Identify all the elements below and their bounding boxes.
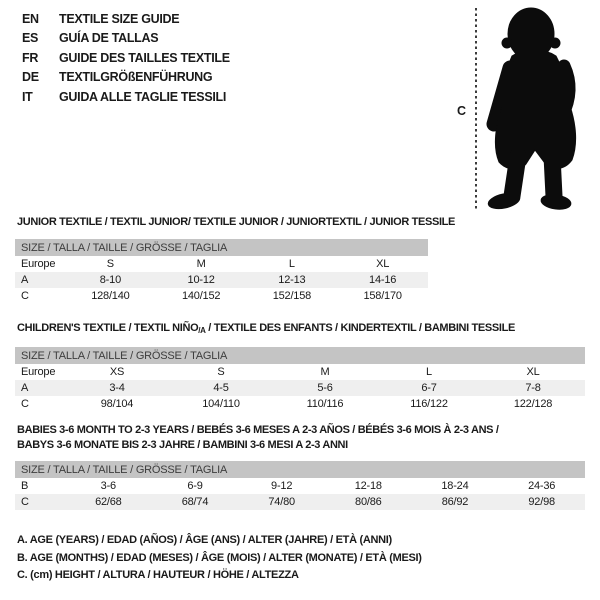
guide-title: GUÍA DE TALLAS bbox=[59, 31, 159, 46]
guide-title: TEXTILE SIZE GUIDE bbox=[59, 11, 180, 26]
size-value-cell: 92/98 bbox=[498, 494, 585, 510]
row-label-cell: A bbox=[15, 380, 65, 396]
column-header-cell: XS bbox=[109, 366, 125, 378]
size-value-cell: 3-4 bbox=[65, 380, 169, 396]
column-header-cell: S bbox=[106, 258, 114, 270]
column-header-cell: Europe bbox=[21, 366, 56, 378]
language-row bbox=[22, 87, 230, 107]
note-height-cm: C. (cm) HEIGHT / ALTURA / HAUTEUR / HÖHE / ALTEZZA bbox=[17, 569, 299, 581]
table-row bbox=[15, 288, 428, 304]
size-value-cell: 128/140 bbox=[91, 290, 130, 302]
size-value-cell: 24-36 bbox=[528, 480, 556, 492]
table-row bbox=[15, 396, 585, 412]
language-code: EN bbox=[22, 11, 39, 26]
table-row bbox=[15, 380, 585, 396]
size-value-cell: 110/116 bbox=[306, 398, 344, 410]
size-value-cell: 98/104 bbox=[100, 398, 134, 410]
column-header-cell: L bbox=[288, 258, 295, 270]
size-header-bar: SIZE / TALLA / TAILLE / GRÖSSE / TAGLIA bbox=[15, 347, 585, 364]
size-value-cell: 7-8 bbox=[481, 380, 585, 396]
row-label-cell: B bbox=[21, 480, 29, 492]
size-header-bar: SIZE / TALLA / TAILLE / GRÖSSE / TAGLIA bbox=[15, 239, 428, 256]
size-value-cell: 6-7 bbox=[377, 380, 481, 396]
size-value-cell: 10-12 bbox=[156, 272, 247, 288]
babies-size-table bbox=[15, 461, 585, 510]
size-value-cell: 12-13 bbox=[247, 272, 338, 288]
measure-c-label: C bbox=[457, 104, 467, 118]
size-value-cell: 158/170 bbox=[363, 290, 402, 302]
row-label-cell: C bbox=[15, 494, 65, 510]
baby-silhouette-icon bbox=[480, 4, 596, 214]
column-header-cell: M bbox=[320, 366, 330, 378]
table-row bbox=[15, 494, 585, 510]
size-value-cell: 12-18 bbox=[354, 480, 382, 492]
children-title-subscript: /A bbox=[198, 326, 206, 335]
note-age-years: A. AGE (YEARS) / EDAD (AÑOS) / ÂGE (ANS) / ALTER (JAHRE) / ETÀ (ANNI) bbox=[17, 534, 392, 546]
guide-title: GUIDA ALLE TAGLIE TESSILI bbox=[59, 89, 227, 104]
row-label-cell: C bbox=[21, 398, 29, 410]
size-value-cell: 80/86 bbox=[325, 494, 412, 510]
language-code: FR bbox=[22, 50, 39, 65]
column-header-row bbox=[15, 364, 585, 380]
language-code: IT bbox=[22, 89, 33, 104]
note-age-months: B. AGE (MONTHS) / EDAD (MESES) / ÂGE (MOIS) / ALTER (MONATE) / ETÀ (MESI) bbox=[17, 551, 422, 564]
legend-notes bbox=[17, 534, 422, 587]
height-measure-dotted-line bbox=[475, 8, 477, 210]
size-value-cell: 74/80 bbox=[238, 494, 325, 510]
babies-title-line1: BABIES 3-6 MONTH TO 2-3 YEARS / BEBÉS 3-6 MESES A 2-3 AÑOS / BÉBÉS 3-6 MOIS À 2-3 ANS / bbox=[17, 424, 499, 436]
size-value-cell: 6-9 bbox=[187, 480, 203, 492]
size-value-cell: 140/152 bbox=[181, 290, 221, 302]
junior-table-title: JUNIOR TEXTILE / TEXTIL JUNIOR/ TEXTILE JUNIOR / JUNIORTEXTIL / JUNIOR TESSILE bbox=[17, 216, 456, 228]
junior-size-table bbox=[15, 239, 428, 304]
babies-title-line2: BABYS 3-6 MONATE BIS 2-3 JAHRE / BAMBINI 3-6 MESI A 2-3 ANNI bbox=[17, 439, 348, 451]
table-row bbox=[15, 272, 428, 288]
size-value-cell: 3-6 bbox=[100, 480, 116, 492]
column-header-cell: L bbox=[426, 366, 432, 378]
column-header-cell: M bbox=[196, 258, 206, 270]
size-value-cell: 122/128 bbox=[513, 398, 553, 410]
column-header-cell: XL bbox=[526, 366, 540, 378]
size-value-cell: 4-5 bbox=[169, 380, 273, 396]
height-measure-figure bbox=[440, 0, 600, 215]
size-value-cell: 9-12 bbox=[271, 480, 293, 492]
size-value-cell: 116/122 bbox=[410, 398, 448, 410]
size-value-cell: 68/74 bbox=[152, 494, 239, 510]
language-row bbox=[22, 48, 230, 68]
language-row bbox=[22, 9, 230, 29]
size-value-cell: 8-10 bbox=[65, 272, 156, 288]
column-header-cell: Europe bbox=[21, 258, 56, 270]
babies-table-title bbox=[17, 423, 499, 453]
column-header-cell: XL bbox=[376, 258, 390, 270]
size-value-cell: 86/92 bbox=[412, 494, 499, 510]
size-value-cell: 152/158 bbox=[272, 290, 312, 302]
language-code: ES bbox=[22, 31, 39, 46]
guide-title: TEXTILGRÖßENFÜHRUNG bbox=[59, 70, 213, 85]
size-value-cell: 104/110 bbox=[202, 398, 240, 410]
row-label-cell: C bbox=[21, 290, 29, 302]
guide-title: GUIDE DES TAILLES TEXTILE bbox=[59, 50, 230, 65]
size-value-cell: 62/68 bbox=[65, 494, 152, 510]
size-value-cell: 18-24 bbox=[441, 480, 469, 492]
size-value-cell: 5-6 bbox=[273, 380, 377, 396]
language-row bbox=[22, 29, 230, 49]
table-row bbox=[15, 478, 585, 494]
row-label-cell: A bbox=[15, 272, 65, 288]
children-table-title bbox=[17, 322, 515, 335]
column-header-cell: S bbox=[217, 366, 225, 378]
size-header-bar: SIZE / TALLA / TAILLE / GRÖSSE / TAGLIA bbox=[15, 461, 585, 478]
language-title-list bbox=[22, 9, 230, 107]
children-size-table bbox=[15, 347, 585, 412]
children-title-part1: CHILDREN'S TEXTILE / TEXTIL NIÑO bbox=[17, 322, 199, 334]
column-header-row bbox=[15, 256, 428, 272]
language-code: DE bbox=[22, 70, 39, 85]
children-title-part2: / TEXTILE DES ENFANTS / KINDERTEXTIL / BAMBINI TESSILE bbox=[205, 322, 515, 334]
size-value-cell: 14-16 bbox=[337, 272, 428, 288]
language-row bbox=[22, 68, 230, 88]
